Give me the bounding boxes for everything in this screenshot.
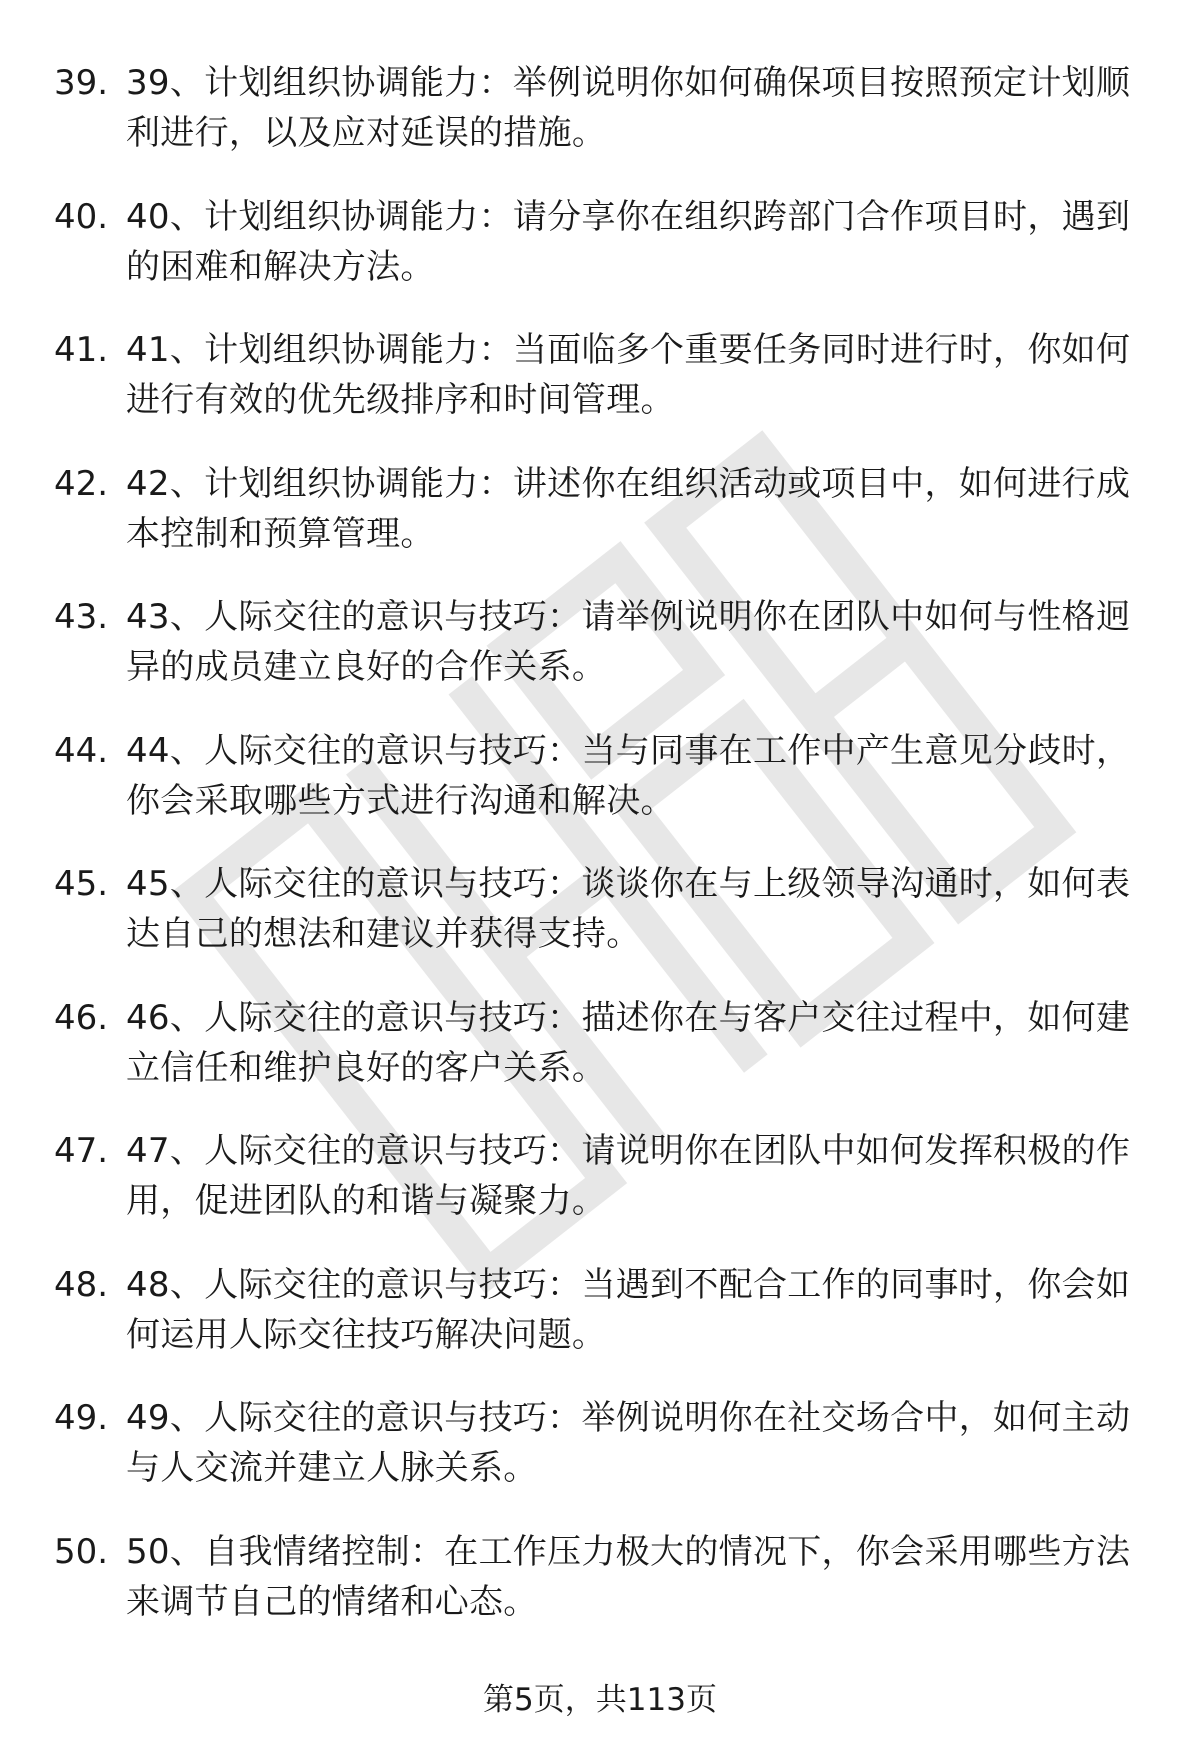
question-number: 49. xyxy=(54,1398,109,1438)
question-text: 41、计划组织协调能力：当面临多个重要任务同时进行时，你如何进行有效的优先级排序和时间管理。 xyxy=(126,330,1131,420)
question-item xyxy=(0,592,1200,726)
question-item xyxy=(0,726,1200,860)
page-footer: 第5页，共113页 xyxy=(483,1682,717,1718)
question-number: 45. xyxy=(54,864,109,904)
question-item xyxy=(0,58,1200,192)
question-item xyxy=(0,859,1200,993)
question-text: 40、计划组织协调能力：请分享你在组织跨部门合作项目时，遇到的困难和解决方法。 xyxy=(126,196,1131,287)
question-text: 42、计划组织协调能力：讲述你在组织活动或项目中，如何进行成本控制和预算管理。 xyxy=(126,463,1131,554)
question-item xyxy=(0,1393,1200,1527)
question-number: 47. xyxy=(54,1131,109,1171)
question-number: 46. xyxy=(54,997,109,1038)
question-item xyxy=(0,993,1200,1127)
question-item xyxy=(0,1260,1200,1394)
question-number: 43. xyxy=(54,597,109,637)
question-number: 44. xyxy=(54,730,109,771)
question-text: 39、计划组织协调能力：举例说明你如何确保项目按照预定计划顺利进行，以及应对延误的措施。 xyxy=(126,63,1131,153)
question-number: 41. xyxy=(54,330,109,370)
question-number: 48. xyxy=(54,1264,109,1305)
question-number: 42. xyxy=(54,463,109,504)
question-text: 50、自我情绪控制：在工作压力极大的情况下，你会采用哪些方法来调节自己的情绪和心态。 xyxy=(126,1531,1131,1622)
question-text: 47、人际交往的意识与技巧：请说明你在团队中如何发挥积极的作用，促进团队的和谐与凝聚力。 xyxy=(126,1131,1131,1221)
question-number: 39. xyxy=(54,63,109,103)
question-text: 44、人际交往的意识与技巧：当与同事在工作中产生意见分歧时，你会采取哪些方式进行沟通和解决。 xyxy=(126,730,1131,821)
question-item xyxy=(0,459,1200,593)
question-number: 50. xyxy=(54,1531,109,1572)
question-text: 45、人际交往的意识与技巧：谈谈你在与上级领导沟通时，如何表达自己的想法和建议并获得支持。 xyxy=(126,864,1131,954)
question-list xyxy=(0,58,1200,1660)
question-item xyxy=(0,1126,1200,1260)
question-text: 48、人际交往的意识与技巧：当遇到不配合工作的同事时，你会如何运用人际交往技巧解决问题。 xyxy=(126,1264,1131,1355)
question-text: 43、人际交往的意识与技巧：请举例说明你在团队中如何与性格迥异的成员建立良好的合作关系。 xyxy=(126,597,1131,687)
question-text: 46、人际交往的意识与技巧：描述你在与客户交往过程中，如何建立信任和维护良好的客户关系。 xyxy=(126,997,1131,1088)
question-item xyxy=(0,1527,1200,1661)
question-item xyxy=(0,325,1200,459)
question-item xyxy=(0,192,1200,326)
question-text: 49、人际交往的意识与技巧：举例说明你在社交场合中，如何主动与人交流并建立人脉关系。 xyxy=(126,1398,1131,1488)
question-number: 40. xyxy=(54,196,109,237)
